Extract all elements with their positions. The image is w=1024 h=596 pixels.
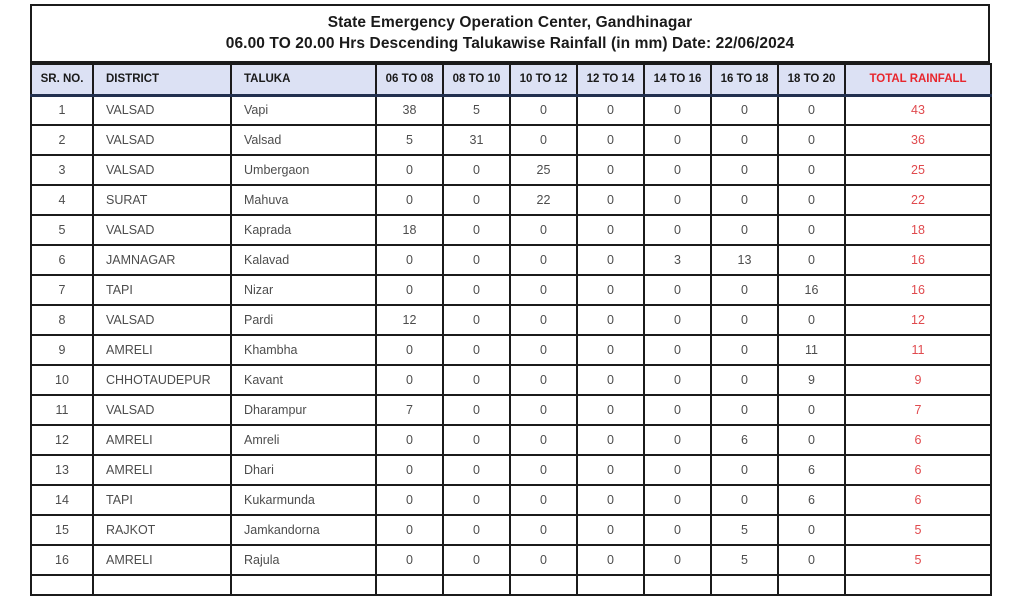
rainfall-value-cell: 0 [577,395,644,425]
rainfall-value-cell: 0 [644,335,711,365]
district-cell: AMRELI [93,335,231,365]
taluka-cell: Valsad [231,125,376,155]
empty-cell [644,575,711,595]
empty-cell [577,575,644,595]
rainfall-value-cell: 0 [644,365,711,395]
rainfall-value-cell: 0 [577,215,644,245]
table-row [31,545,991,575]
rainfall-value-cell: 0 [443,395,510,425]
rainfall-value-cell: 0 [510,95,577,125]
rainfall-value-cell: 0 [510,275,577,305]
rainfall-value-cell: 0 [644,155,711,185]
empty-cell [31,575,93,595]
header-row [31,64,991,95]
taluka-cell: Kaprada [231,215,376,245]
column-header-taluka: TALUKA [231,64,376,95]
rainfall-value-cell: 0 [778,425,845,455]
rainfall-value-cell: 0 [711,185,778,215]
sr-no-cell: 10 [31,365,93,395]
total-rainfall-cell: 16 [845,275,991,305]
district-cell: VALSAD [93,395,231,425]
taluka-cell: Khambha [231,335,376,365]
table-row [31,455,991,485]
district-cell: VALSAD [93,95,231,125]
rainfall-value-cell: 18 [376,215,443,245]
rainfall-value-cell: 0 [778,545,845,575]
rainfall-value-cell: 0 [778,305,845,335]
rainfall-value-cell: 0 [443,425,510,455]
rainfall-value-cell: 0 [376,335,443,365]
taluka-cell: Jamkandorna [231,515,376,545]
rainfall-value-cell: 25 [510,155,577,185]
sr-no-cell: 7 [31,275,93,305]
column-header-18-to-20: 18 TO 20 [778,64,845,95]
rainfall-value-cell: 5 [711,545,778,575]
rainfall-value-cell: 0 [711,455,778,485]
rainfall-value-cell: 0 [778,155,845,185]
table-row-partial [31,575,991,595]
table-row [31,245,991,275]
rainfall-value-cell: 0 [711,275,778,305]
table-row [31,95,991,125]
column-header-08-to-10: 08 TO 10 [443,64,510,95]
taluka-cell: Mahuva [231,185,376,215]
rainfall-value-cell: 12 [376,305,443,335]
district-cell: VALSAD [93,305,231,335]
table-row [31,425,991,455]
rainfall-value-cell: 0 [577,545,644,575]
taluka-cell: Kukarmunda [231,485,376,515]
sr-no-cell: 6 [31,245,93,275]
rainfall-value-cell: 0 [644,395,711,425]
column-header-06-to-08: 06 TO 08 [376,64,443,95]
rainfall-value-cell: 0 [577,95,644,125]
rainfall-value-cell: 0 [510,125,577,155]
rainfall-value-cell: 0 [577,365,644,395]
rainfall-value-cell: 0 [711,305,778,335]
rainfall-value-cell: 0 [711,125,778,155]
column-header-16-to-18: 16 TO 18 [711,64,778,95]
column-header-14-to-16: 14 TO 16 [644,64,711,95]
rainfall-value-cell: 6 [711,425,778,455]
rainfall-value-cell: 0 [644,215,711,245]
rainfall-value-cell: 38 [376,95,443,125]
rainfall-value-cell: 0 [711,485,778,515]
rainfall-value-cell: 0 [510,515,577,545]
rainfall-value-cell: 0 [778,245,845,275]
sr-no-cell: 9 [31,335,93,365]
rainfall-value-cell: 0 [443,515,510,545]
rainfall-value-cell: 11 [778,335,845,365]
rainfall-value-cell: 7 [376,395,443,425]
district-cell: AMRELI [93,455,231,485]
rainfall-value-cell: 0 [644,185,711,215]
rainfall-value-cell: 0 [443,305,510,335]
total-rainfall-cell: 12 [845,305,991,335]
table-row [31,215,991,245]
rainfall-table [30,63,992,596]
taluka-cell: Kalavad [231,245,376,275]
empty-cell [510,575,577,595]
rainfall-value-cell: 0 [510,215,577,245]
rainfall-value-cell: 0 [778,125,845,155]
rainfall-value-cell: 0 [510,545,577,575]
empty-cell [845,575,991,595]
rainfall-value-cell: 0 [376,425,443,455]
taluka-cell: Amreli [231,425,376,455]
rainfall-value-cell: 0 [711,155,778,185]
sr-no-cell: 16 [31,545,93,575]
rainfall-value-cell: 0 [577,335,644,365]
rainfall-value-cell: 0 [376,545,443,575]
rainfall-value-cell: 0 [510,305,577,335]
rainfall-value-cell: 0 [443,155,510,185]
table-row [31,125,991,155]
rainfall-value-cell: 0 [376,185,443,215]
rainfall-value-cell: 0 [510,455,577,485]
total-rainfall-cell: 9 [845,365,991,395]
rainfall-value-cell: 0 [577,425,644,455]
empty-cell [711,575,778,595]
table-row [31,365,991,395]
rainfall-value-cell: 0 [577,275,644,305]
rainfall-value-cell: 0 [644,545,711,575]
district-cell: TAPI [93,485,231,515]
rainfall-value-cell: 0 [376,365,443,395]
rainfall-value-cell: 0 [711,365,778,395]
total-rainfall-cell: 43 [845,95,991,125]
rainfall-value-cell: 16 [778,275,845,305]
total-rainfall-cell: 36 [845,125,991,155]
sr-no-cell: 13 [31,455,93,485]
sr-no-cell: 11 [31,395,93,425]
rainfall-value-cell: 0 [443,245,510,275]
taluka-cell: Rajula [231,545,376,575]
empty-cell [93,575,231,595]
rainfall-value-cell: 0 [711,395,778,425]
rainfall-value-cell: 0 [510,335,577,365]
rainfall-value-cell: 0 [644,125,711,155]
rainfall-value-cell: 0 [577,125,644,155]
district-cell: TAPI [93,275,231,305]
rainfall-value-cell: 0 [577,485,644,515]
total-rainfall-cell: 5 [845,545,991,575]
rainfall-value-cell: 0 [778,95,845,125]
table-row [31,155,991,185]
rainfall-value-cell: 5 [711,515,778,545]
table-row [31,395,991,425]
taluka-cell: Umbergaon [231,155,376,185]
taluka-cell: Kavant [231,365,376,395]
total-rainfall-cell: 7 [845,395,991,425]
taluka-cell: Vapi [231,95,376,125]
table-row [31,515,991,545]
total-rainfall-cell: 22 [845,185,991,215]
rainfall-value-cell: 6 [778,485,845,515]
taluka-cell: Dharampur [231,395,376,425]
rainfall-value-cell: 0 [644,485,711,515]
rainfall-value-cell: 0 [376,245,443,275]
rainfall-value-cell: 0 [778,515,845,545]
district-cell: AMRELI [93,545,231,575]
rainfall-value-cell: 0 [443,365,510,395]
taluka-cell: Pardi [231,305,376,335]
rainfall-value-cell: 3 [644,245,711,275]
table-row [31,275,991,305]
district-cell: VALSAD [93,125,231,155]
total-rainfall-cell: 25 [845,155,991,185]
column-header-district: DISTRICT [93,64,231,95]
rainfall-value-cell: 0 [443,335,510,365]
report-subtitle: 06.00 TO 20.00 Hrs Descending Talukawise Rainfall (in mm) Date: 22/06/2024 [225,35,795,52]
rainfall-value-cell: 6 [778,455,845,485]
column-header-12-to-14: 12 TO 14 [577,64,644,95]
sr-no-cell: 4 [31,185,93,215]
rainfall-value-cell: 0 [376,455,443,485]
rainfall-value-cell: 0 [778,215,845,245]
rainfall-value-cell: 5 [443,95,510,125]
rainfall-value-cell: 0 [778,185,845,215]
total-rainfall-cell: 18 [845,215,991,245]
sr-no-cell: 5 [31,215,93,245]
empty-cell [778,575,845,595]
sr-no-cell: 14 [31,485,93,515]
rainfall-value-cell: 0 [644,515,711,545]
rainfall-value-cell: 0 [376,155,443,185]
rainfall-value-cell: 0 [443,545,510,575]
rainfall-value-cell: 0 [443,485,510,515]
rainfall-value-cell: 0 [577,245,644,275]
total-rainfall-cell: 16 [845,245,991,275]
rainfall-value-cell: 0 [577,185,644,215]
total-rainfall-cell: 6 [845,485,991,515]
rainfall-value-cell: 0 [644,95,711,125]
rainfall-value-cell: 0 [510,395,577,425]
empty-cell [443,575,510,595]
report-title: State Emergency Operation Center, Gandhinagar [327,14,693,31]
rainfall-value-cell: 0 [577,515,644,545]
table-row [31,485,991,515]
rainfall-value-cell: 0 [443,185,510,215]
total-rainfall-cell: 6 [845,455,991,485]
rainfall-value-cell: 0 [510,245,577,275]
total-rainfall-cell: 11 [845,335,991,365]
district-cell: AMRELI [93,425,231,455]
rainfall-value-cell: 0 [711,95,778,125]
sr-no-cell: 12 [31,425,93,455]
rainfall-value-cell: 0 [644,425,711,455]
district-cell: CHHOTAUDEPUR [93,365,231,395]
sr-no-cell: 8 [31,305,93,335]
empty-cell [231,575,376,595]
rainfall-value-cell: 5 [376,125,443,155]
total-rainfall-cell: 6 [845,425,991,455]
rainfall-value-cell: 0 [376,485,443,515]
rainfall-value-cell: 0 [711,215,778,245]
sr-no-cell: 3 [31,155,93,185]
rainfall-value-cell: 0 [510,425,577,455]
taluka-cell: Dhari [231,455,376,485]
column-header-sr-no: SR. NO. [31,64,93,95]
rainfall-value-cell: 0 [644,305,711,335]
empty-cell [376,575,443,595]
rainfall-value-cell: 0 [711,335,778,365]
report-title-box [30,4,990,63]
rainfall-value-cell: 0 [510,365,577,395]
total-rainfall-cell: 5 [845,515,991,545]
rainfall-value-cell: 0 [443,215,510,245]
rainfall-value-cell: 0 [644,275,711,305]
rainfall-value-cell: 0 [443,275,510,305]
rainfall-report [30,4,990,596]
rainfall-value-cell: 0 [577,305,644,335]
rainfall-value-cell: 0 [443,455,510,485]
rainfall-value-cell: 22 [510,185,577,215]
table-row [31,185,991,215]
column-header-total-rainfall: TOTAL RAINFALL [845,64,991,95]
rainfall-value-cell: 0 [577,455,644,485]
taluka-cell: Nizar [231,275,376,305]
table-row [31,305,991,335]
district-cell: JAMNAGAR [93,245,231,275]
rainfall-value-cell: 31 [443,125,510,155]
rainfall-value-cell: 13 [711,245,778,275]
sr-no-cell: 1 [31,95,93,125]
district-cell: VALSAD [93,155,231,185]
district-cell: VALSAD [93,215,231,245]
table-row [31,335,991,365]
rainfall-value-cell: 0 [778,395,845,425]
sr-no-cell: 2 [31,125,93,155]
rainfall-value-cell: 0 [510,485,577,515]
rainfall-value-cell: 9 [778,365,845,395]
rainfall-value-cell: 0 [376,515,443,545]
column-header-10-to-12: 10 TO 12 [510,64,577,95]
district-cell: SURAT [93,185,231,215]
rainfall-value-cell: 0 [644,455,711,485]
sr-no-cell: 15 [31,515,93,545]
rainfall-value-cell: 0 [376,275,443,305]
rainfall-value-cell: 0 [577,155,644,185]
district-cell: RAJKOT [93,515,231,545]
